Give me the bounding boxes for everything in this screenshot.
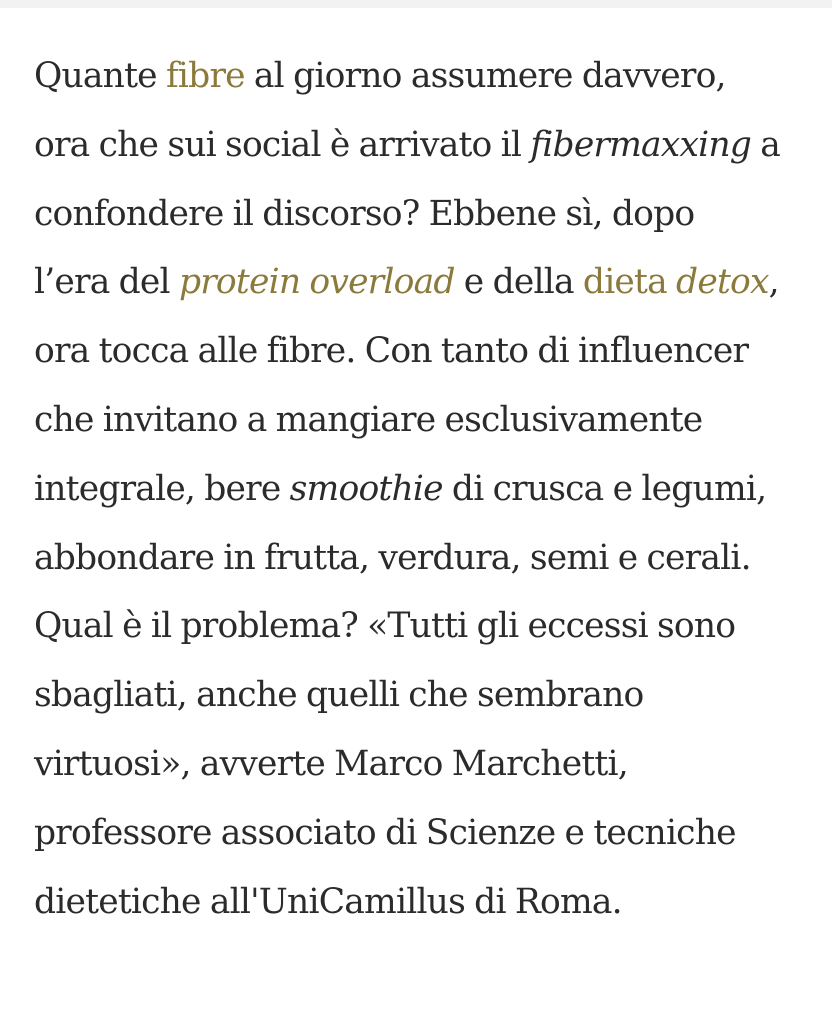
- text-segment: confondere il discorso? Ebbene sì, dopo: [34, 193, 695, 234]
- text-segment: al giorno assumere davvero,: [244, 56, 726, 96]
- article-line: [34, 661, 824, 730]
- link-dieta-detox[interactable]: [583, 262, 769, 302]
- text-segment: Quante: [34, 56, 166, 96]
- article-line: [34, 592, 824, 661]
- text-segment: di crusca e legumi,: [442, 468, 767, 509]
- link-text-italic: detox: [676, 262, 769, 303]
- italic-term: fibermaxxing: [530, 124, 752, 165]
- article-line: [34, 524, 824, 593]
- text-segment: virtuosi», avverte Marco Marchetti,: [34, 743, 628, 784]
- text-segment: dietetiche all'UniCamillus di Roma.: [34, 881, 622, 922]
- text-segment: professore associato di Scienze e tecniche: [34, 812, 736, 853]
- text-segment: ora che sui social è arrivato il: [34, 124, 531, 165]
- article-line: [34, 248, 824, 317]
- link-text: dieta: [582, 262, 677, 303]
- article-line: [34, 730, 824, 799]
- text-segment: che invitano a mangiare esclusivamente: [34, 399, 703, 440]
- article-line: [34, 180, 824, 249]
- text-segment: ora tocca alle fibre. Con tanto di influencer: [34, 331, 749, 372]
- text-segment: a: [751, 124, 780, 165]
- article-line: [34, 386, 824, 455]
- text-segment: integrale, bere: [34, 468, 290, 509]
- link-fibre[interactable]: fibre: [165, 56, 245, 96]
- article-line: [34, 42, 824, 111]
- text-segment: ,: [768, 262, 779, 303]
- text-segment: sbagliati, anche quelli che sembrano: [34, 675, 644, 716]
- text-segment: Qual è il problema? «Tutti gli eccessi sono: [34, 606, 736, 647]
- article-line: [34, 317, 824, 386]
- text-segment: l’era del: [34, 262, 179, 303]
- article-body: [34, 42, 824, 936]
- text-segment: abbondare in frutta, verdura, semi e cerali.: [34, 537, 751, 578]
- link-protein-overload[interactable]: protein overload: [178, 262, 455, 303]
- text-segment: e della: [454, 262, 583, 303]
- top-strip: [0, 0, 832, 8]
- article-line: [34, 799, 824, 868]
- italic-term: smoothie: [289, 468, 443, 509]
- article-line: [34, 455, 824, 524]
- article-line: [34, 111, 824, 180]
- article-line: [34, 868, 824, 937]
